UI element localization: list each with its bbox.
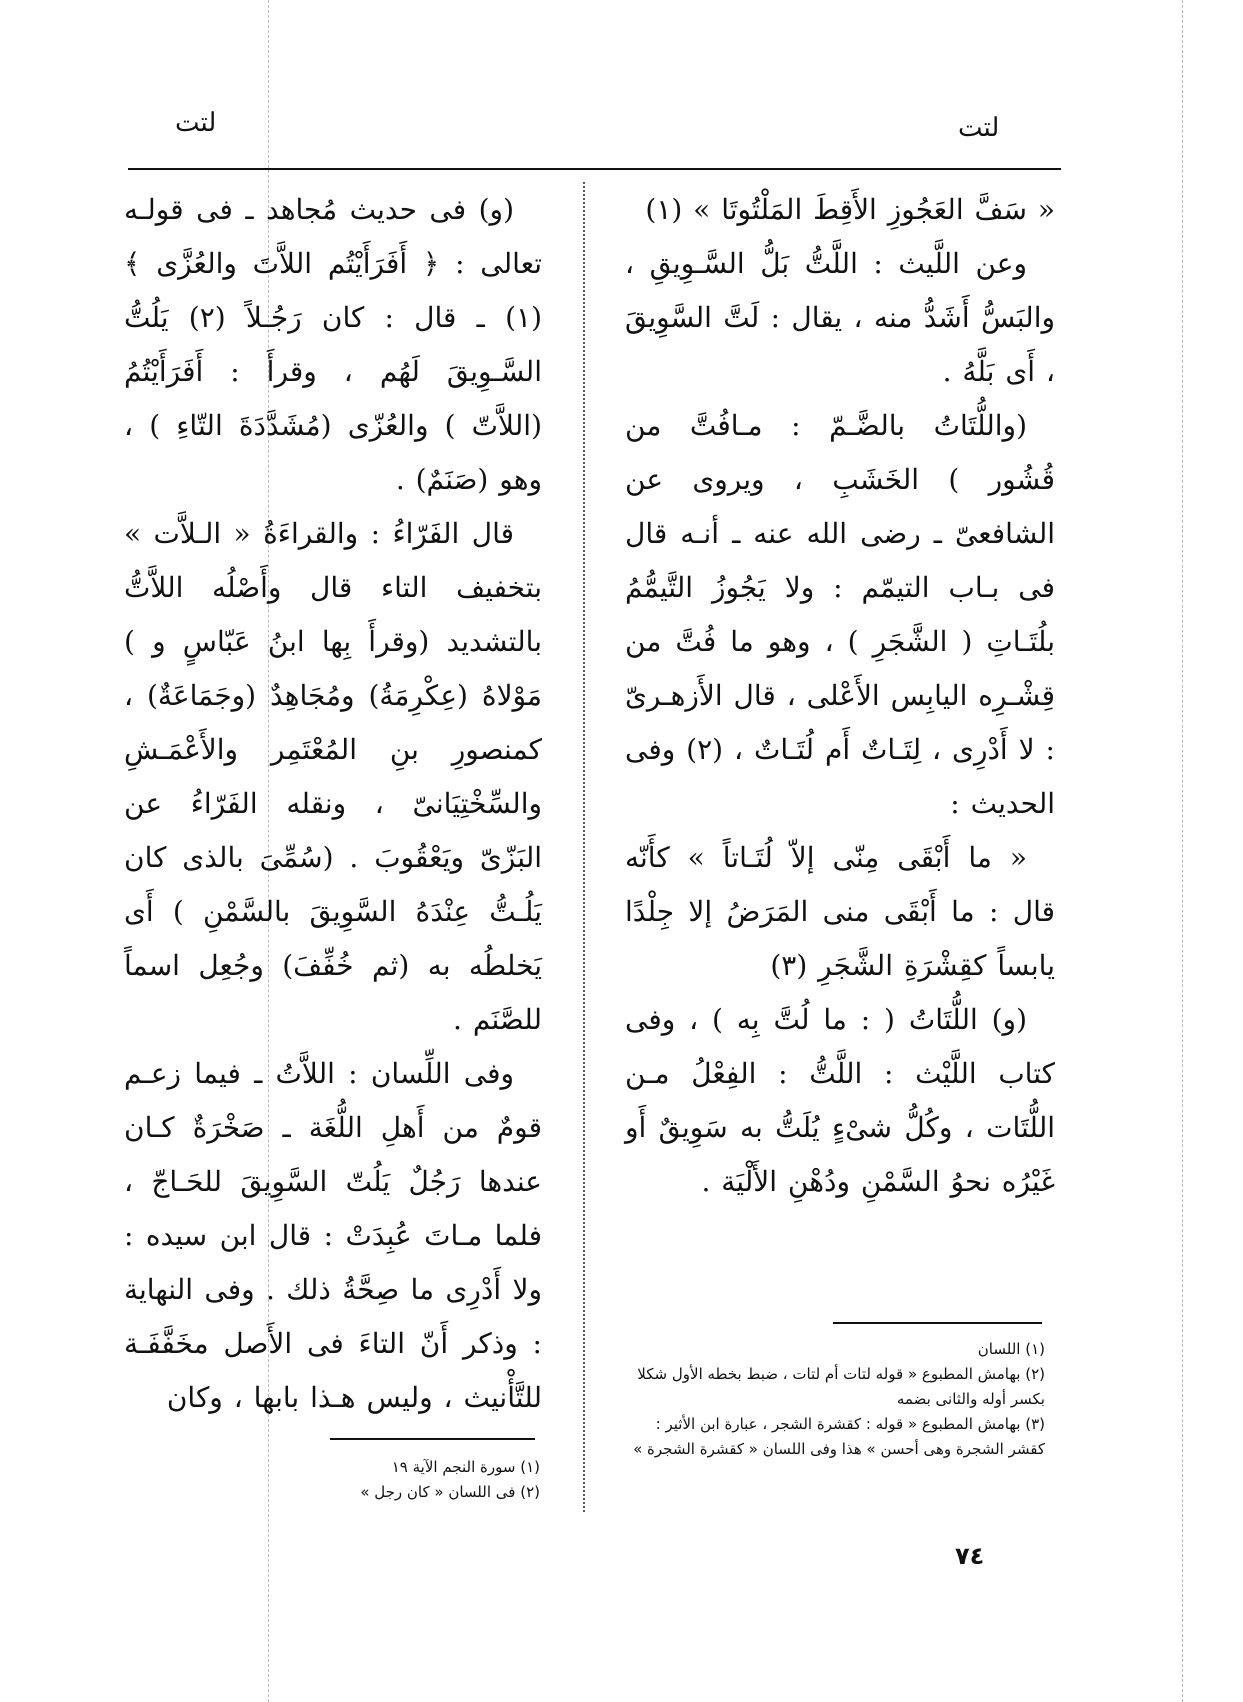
column-divider	[583, 182, 586, 1512]
right-footnotes	[625, 1337, 1045, 1462]
right-column-text	[625, 183, 1055, 1209]
footnote: (١) سورة النجم الآية ١٩	[391, 1458, 540, 1476]
header-rule	[128, 168, 1061, 170]
footnote: (١) اللسان	[977, 1340, 1045, 1358]
paragraph: (و) اللُّتَاتُ ( : ما لُتَّ بِه ) ، وفى كتاب اللَّيْث : اللَّتُّ : الفِعْلُ مـن اللُّتَات ، وكُلُّ شىْءٍ يُلَتُّ به سَوِيقٌ أَو غَيْرُه نحوُ السَّمْنِ ودُهْنِ الأَلْيَة .	[625, 1003, 1055, 1198]
verse-line: « سَفَّ العَجُوزِ الأَقِطَ المَلْتُوتَا » (١)	[645, 193, 1055, 226]
footnote: (٢) بهامش المطبوع « قوله لتات أم لتات ، ضبط بخطه الأول شكلا بكسر أوله والثانى بضمه	[637, 1365, 1045, 1408]
paragraph: وعن اللَّيث : اللَّتُّ بَلُّ السَّـوِيقِ ، والبَسُّ أَشَدُّ منه ، يقال : لَتَّ السَّوِيقَ ، أَى بَلَّهُ .	[625, 247, 1055, 388]
left-footnotes	[300, 1455, 540, 1505]
paragraph: « ما أَبْقَى مِنّى إلاّ لُتَـاتاً » كأَنّه قال : ما أَبْقَى منى المَرَضُ إلا جِلْدًا يابساً كقِشْرَةِ الشَّجَرِ (٣)	[625, 841, 1055, 982]
paragraph: (و) فى حديث مُجاهد ـ فى قولـه تعالى : ﴿ أَفَرَأَيْتُم اللاَّتَ والعُزَّى ﴾ (١) ـ قال : كان رَجُـلاً (٢) يَلُتُّ السَّـوِيقَ لَهُم ، وقرأَ : أَفَرَأَيْتُمُ (اللاَّتّ ) والعُزّى (مُشَدَّدَةَ التّاءِ ) ، وهو (صَنَمٌ) .	[124, 193, 543, 496]
fold-mark-right	[1182, 0, 1184, 1702]
footnote: (٣) بهامش المطبوع « قوله : كقشرة الشجر ، عبارة ابن الأثير : كقشر الشجرة وهى أحسن » هذا وفى اللسان « كقشرة الشجرة »	[633, 1415, 1045, 1458]
footnote-rule-right	[833, 1322, 1042, 1324]
running-header-right: لتت	[958, 113, 1000, 143]
footnote-rule-left	[330, 1438, 535, 1440]
page-number: ٧٤	[955, 1542, 985, 1570]
left-column-text	[124, 183, 542, 1425]
footnote: (٢) فى اللسان « كان رجل »	[360, 1483, 540, 1501]
paragraph: قال الفَرّاءُ : والقراءَةُ « الـلاَّت » بتخفيف التاء قال وأَصْلُه اللاَّتُّ بالتشديد (وقرأَ بِها ابنُ عَبّاسٍ و ) مَوْلاهُ (عِكْرِمَةُ) ومُجَاهِدٌ (وجَمَاعَةٌ) ، كمنصورِ بنِ المُعْتَمِر والأَعْمَـشِ والسِّخْتِيَانىّ ، ونقله الفَرّاءُ عن البَزّىّ ويَعْقُوبَ . (سُمِّىَ بالذى كان يَلُـتُّ عِنْدَهُ السَّوِيقَ بالسَّمْنِ ) أَى يَخلطُه به (ثم خُفِّفَ) وجُعِل اسماً للصَّنَم .	[124, 517, 542, 1036]
paragraph: (واللُّتَاتُ بالضَّـمّ : مـافُتَّ من قُشُور ) الخَشَبِ ، ويروى عن الشافعىّ ـ رضى الله عنه ـ أنـه قال فى بـاب التيمّم : ولا يَجُوزُ التَّيمُّمُ بلُتَـاتِ ( الشَّجَرِ ) ، وهو ما فُتَّ من قِشْـرِه اليابِس الأَعْلى ، قال الأَزهـرىّ : لا أَدْرِى ، لِتَـاتٌ أَم لُتَـاتٌ ، (٢) وفى الحديث :	[625, 409, 1055, 820]
running-header-left: لتت	[175, 108, 217, 138]
paragraph: وفى اللِّسان : اللاَّتُ ـ فيما زعـم قومٌ من أَهلِ اللُّغَة ـ صَخْرَةٌ كـان عندها رَجُلٌ يَلُتّ السَّوِيقَ للحَـاجّ ، فلما مـاتَ عُبِدَتْ : قال ابن سيده : ولا أَدْرِى ما صِحَّةُ ذلك . وفى النهاية : وذكر أَنّ التاءَ فى الأَصل مخَفَّفَـة للتَّأْنيث ، وليس هـذا بابها ، وكان	[124, 1057, 542, 1414]
